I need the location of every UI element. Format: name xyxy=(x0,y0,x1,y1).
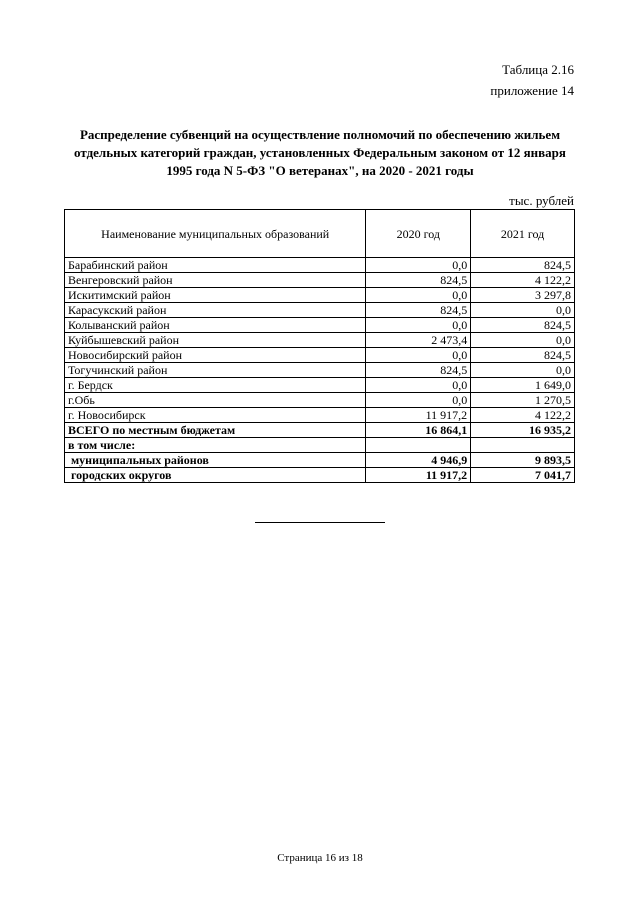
row-2020-value: 824,5 xyxy=(366,273,471,288)
row-2021-value: 0,0 xyxy=(471,333,575,348)
row-name: Новосибирский район xyxy=(65,348,366,363)
row-2021-value: 1 270,5 xyxy=(471,393,575,408)
row-2021-value: 824,5 xyxy=(471,258,575,273)
subtotal-row xyxy=(65,453,575,468)
table-row xyxy=(65,393,575,408)
row-name: Карасукский район xyxy=(65,303,366,318)
header-municipality: Наименование муниципальных образований xyxy=(65,210,366,258)
table-row xyxy=(65,288,575,303)
subtotal-row xyxy=(65,468,575,483)
row-2020-value: 0,0 xyxy=(366,348,471,363)
table-row xyxy=(65,378,575,393)
row-2021-value: 4 122,2 xyxy=(471,408,575,423)
table-row xyxy=(65,363,575,378)
row-2020-value: 0,0 xyxy=(366,378,471,393)
row-2020-value: 824,5 xyxy=(366,303,471,318)
row-name: г. Бердск xyxy=(65,378,366,393)
row-2021-value: 824,5 xyxy=(471,318,575,333)
header-2020: 2020 год xyxy=(366,210,471,258)
title-line-1: Распределение субвенций на осуществление полномочий по обеспечению жильем xyxy=(79,127,561,142)
row-2020-value: 0,0 xyxy=(366,393,471,408)
total-2021-value: 16 935,2 xyxy=(471,423,575,438)
table-row xyxy=(65,273,575,288)
title-line-3: 1995 года N 5-ФЗ "О ветеранах", на 2020 - 2021 годы xyxy=(166,163,474,178)
subtotal-2021-value: 7 041,7 xyxy=(471,468,575,483)
row-name: Тогучинский район xyxy=(65,363,366,378)
row-2021-value: 1 649,0 xyxy=(471,378,575,393)
row-name: Колыванский район xyxy=(65,318,366,333)
row-2020-value: 0,0 xyxy=(366,258,471,273)
table-row xyxy=(65,303,575,318)
appendix-label: приложение 14 xyxy=(490,83,574,98)
table-row xyxy=(65,348,575,363)
subtotal-2020-value: 11 917,2 xyxy=(366,468,471,483)
including-label: в том числе: xyxy=(65,438,366,453)
subtotal-2020-value: 4 946,9 xyxy=(366,453,471,468)
including-empty-2021 xyxy=(471,438,575,453)
separator-line xyxy=(255,522,385,523)
title-line-2: отдельных категорий граждан, установленных Федеральным законом от 12 января xyxy=(74,145,566,160)
row-2021-value: 3 297,8 xyxy=(471,288,575,303)
row-name: г. Новосибирск xyxy=(65,408,366,423)
row-name: Венгеровский район xyxy=(65,273,366,288)
including-empty-2020 xyxy=(366,438,471,453)
total-label: ВСЕГО по местным бюджетам xyxy=(65,423,366,438)
row-2020-value: 11 917,2 xyxy=(366,408,471,423)
row-2020-value: 0,0 xyxy=(366,318,471,333)
table-row xyxy=(65,333,575,348)
row-2021-value: 4 122,2 xyxy=(471,273,575,288)
including-row xyxy=(65,438,575,453)
table-number-label: Таблица 2.16 xyxy=(502,62,574,77)
document-title xyxy=(50,126,590,180)
row-2020-value: 2 473,4 xyxy=(366,333,471,348)
table-row xyxy=(65,408,575,423)
header-2021: 2021 год xyxy=(471,210,575,258)
subtotal-label: муниципальных районов xyxy=(65,453,366,468)
row-name: Барабинский район xyxy=(65,258,366,273)
table-row xyxy=(65,258,575,273)
subtotal-label: городских округов xyxy=(65,468,366,483)
units-label: тыс. рублей xyxy=(509,193,574,208)
row-2020-value: 824,5 xyxy=(366,363,471,378)
row-name: г.Обь xyxy=(65,393,366,408)
table-row xyxy=(65,318,575,333)
total-row xyxy=(65,423,575,438)
total-2020-value: 16 864,1 xyxy=(366,423,471,438)
row-name: Искитимский район xyxy=(65,288,366,303)
row-2020-value: 0,0 xyxy=(366,288,471,303)
page-footer: Страница 16 из 18 xyxy=(277,852,363,864)
row-2021-value: 0,0 xyxy=(471,363,575,378)
row-2021-value: 824,5 xyxy=(471,348,575,363)
subsidy-table xyxy=(64,209,575,483)
subtotal-2021-value: 9 893,5 xyxy=(471,453,575,468)
row-name: Куйбышевский район xyxy=(65,333,366,348)
table-header-row xyxy=(65,210,575,258)
row-2021-value: 0,0 xyxy=(471,303,575,318)
